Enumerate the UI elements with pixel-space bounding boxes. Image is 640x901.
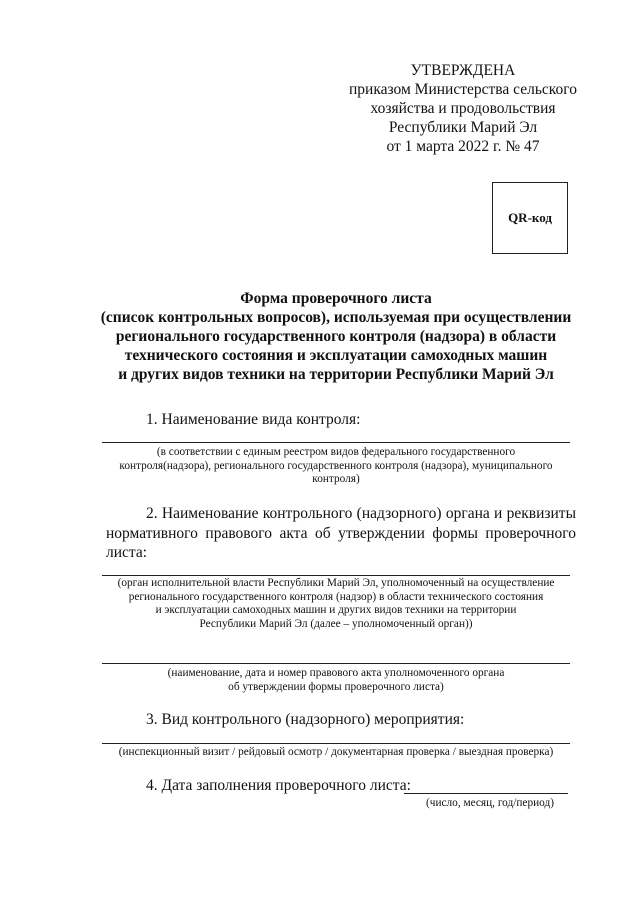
item-1-caption [100, 446, 572, 487]
approval-line: приказом Министерства сельского [348, 81, 577, 98]
item-2-caption-a [96, 577, 576, 631]
caption-line: (число, месяц, год/период) [426, 797, 554, 809]
caption-line: (орган исполнительной власти Республики Марий Эл, уполномоченный на осуществление [117, 577, 555, 589]
caption-line: (инспекционный визит / рейдовый осмотр / документарная проверка / выездная проверка) [118, 746, 554, 758]
caption-line: Республики Марий Эл (далее – уполномоченный орган)) [199, 617, 473, 630]
caption-line: (наименование, дата и номер правового акта уполномоченного органа [167, 667, 505, 679]
title-line: Форма проверочного листа [240, 290, 432, 307]
item-4-date-field[interactable] [404, 793, 568, 794]
approval-heading: УТВЕРЖДЕНА [410, 62, 516, 79]
item-4-text: 4. Дата заполнения проверочного листа: [146, 777, 411, 794]
item-2-fill-line-b[interactable] [102, 663, 570, 664]
approval-line: Республики Марий Эл [388, 119, 538, 136]
caption-line: (в соответствии с единым реестром видов федерального государственного [156, 446, 516, 458]
title-line: технического состояния и эксплуатации самоходных машин [124, 347, 548, 364]
item-2-caption-b [100, 667, 572, 694]
item-2 [106, 504, 576, 563]
qr-code-placeholder [492, 182, 568, 254]
title-line: и других видов техники на территории Республики Марий Эл [118, 366, 554, 383]
title-line: (список контрольных вопросов), используемая при осуществлении [100, 309, 572, 326]
form-title [96, 289, 576, 384]
approval-date: от 1 марта 2022 г. № 47 [386, 138, 540, 155]
qr-code-label: QR-код [508, 210, 552, 225]
item-1 [106, 410, 576, 429]
caption-line: об утверждении формы проверочного листа) [228, 680, 444, 693]
item-2-fill-line-a[interactable] [102, 575, 570, 576]
caption-line: и эксплуатации самоходных машин и других видов техники на территории [155, 604, 517, 617]
caption-line: контроля(надзора), регионального государственного контроля (надзора), муниципального [119, 459, 553, 472]
item-2-text: 2. Наименование контрольного (надзорного) органа и реквизиты нормативного правового акта об утверждении формы проверочного листа: [106, 505, 576, 561]
title-line: регионального государственного контроля (надзора) в области [115, 328, 557, 345]
item-3-fill-line[interactable] [102, 743, 570, 744]
approval-block [340, 61, 586, 156]
caption-line: регионального государственного контроля (надзор) в области технического состояния [128, 590, 544, 603]
item-3-text: 3. Вид контрольного (надзорного) мероприятия: [146, 711, 465, 728]
item-1-fill-line[interactable] [102, 442, 570, 443]
item-3-caption [96, 746, 576, 760]
item-3 [106, 710, 576, 729]
item-1-text: 1. Наименование вида контроля: [146, 411, 361, 428]
item-4-caption [410, 797, 570, 811]
caption-line: контроля) [312, 473, 360, 486]
approval-line: хозяйства и продовольствия [370, 100, 556, 117]
